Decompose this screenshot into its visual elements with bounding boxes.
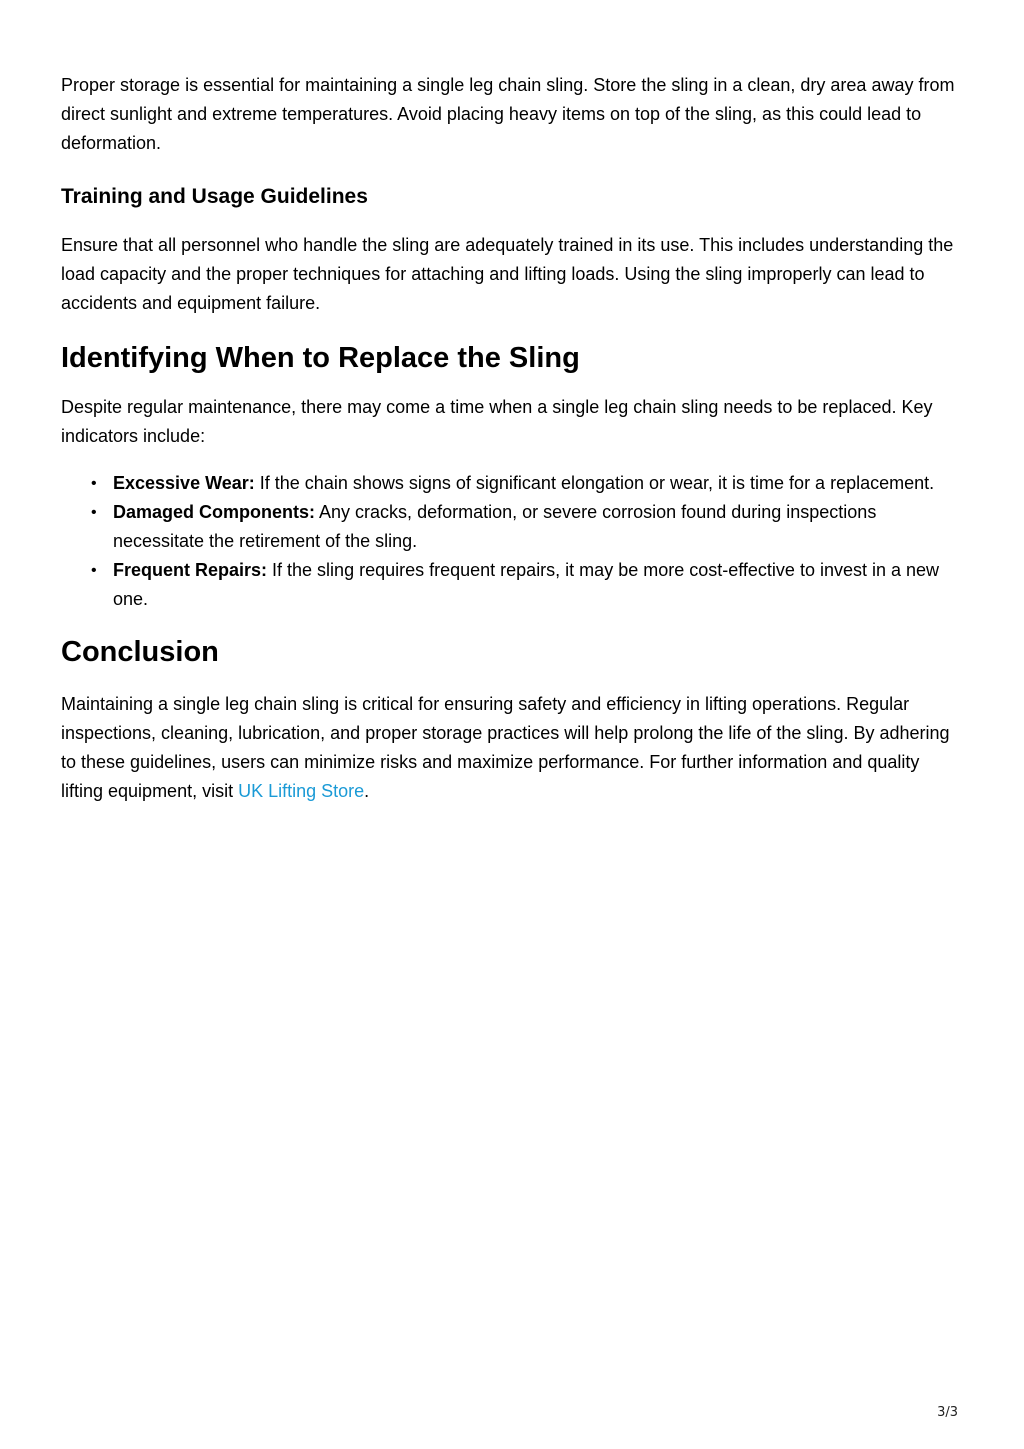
training-paragraph: Ensure that all personnel who handle the sling are adequately trained in its use. This includes understanding the load capacity and the proper techniques for attaching and lifting loads. Using the sling improperly can lead to accidents and equipment failure.: [61, 235, 954, 313]
uk-lifting-store-link[interactable]: UK Lifting Store: [238, 781, 365, 801]
list-item-text: If the chain shows signs of significant elongation or wear, it is time for a replacement.: [254, 473, 935, 493]
list-item-label: Damaged Components:: [113, 502, 316, 522]
replace-indicators-list: [61, 469, 964, 614]
bullet-icon: •: [91, 562, 97, 579]
bullet-icon: •: [91, 475, 97, 492]
conclusion-paragraph: [61, 690, 964, 806]
list-item-text: If the sling requires frequent repairs, it may be more cost-effective to invest in a new one.: [113, 560, 940, 609]
list-item-text: Any cracks, deformation, or severe corrosion found during inspections necessitate the retirement of the sling.: [113, 502, 877, 551]
list-item: [91, 469, 964, 498]
training-heading: Training and Usage Guidelines: [61, 185, 368, 208]
document-page: [61, 71, 964, 806]
replace-intro-paragraph: Despite regular maintenance, there may come a time when a single leg chain sling needs to be replaced. Key indicators include:: [61, 397, 933, 446]
list-item-label: Frequent Repairs:: [113, 560, 268, 580]
replace-heading: Identifying When to Replace the Sling: [61, 342, 580, 374]
storage-paragraph: Proper storage is essential for maintaining a single leg chain sling. Store the sling in a clean, dry area away from direct sunlight and extreme temperatures. Avoid placing heavy items on top of the sling, as this could lead to deformation.: [61, 75, 955, 153]
list-item-label: Excessive Wear:: [113, 473, 255, 493]
page-number: 3/3: [937, 1405, 958, 1420]
conclusion-heading: Conclusion: [61, 636, 219, 668]
conclusion-text: Maintaining a single leg chain sling is critical for ensuring safety and efficiency in lifting operations. Regular inspections, cleaning, lubrication, and proper storage practices will help prolong the life of the sling. By adhering to these guidelines, users can minimize risks and maximize performance. For further information and quality lifting equipment, visit: [61, 694, 950, 801]
bullet-icon: •: [91, 504, 97, 521]
list-item: [91, 498, 964, 556]
list-item: [91, 556, 964, 614]
conclusion-period: .: [364, 781, 370, 801]
